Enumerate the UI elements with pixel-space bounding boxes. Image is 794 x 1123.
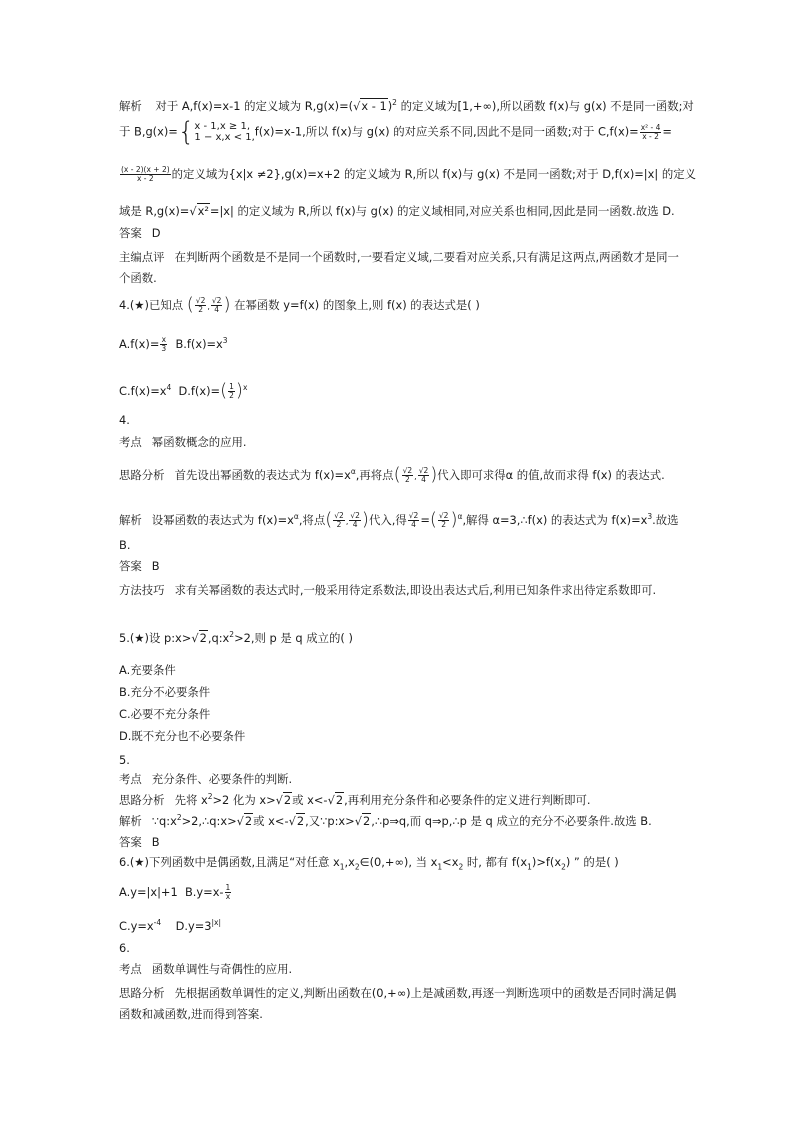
q4-silu: 思路分析 首先设出幂函数的表达式为 $f(x)=x^\alpha$,再将点( $\frac{√2}{2}$ , $\frac{√2}{4}$ )代入即可求得α 的值,故而求得 f(x) 的表达式. <box>119 464 665 485</box>
brace-icon: { <box>177 117 195 147</box>
p3-comment: 主编点评 在判断两个函数是不是同一个函数时,一要看定义域,二要看对应关系,只有满足这两点,两函数才是同一个函数. <box>119 250 679 285</box>
fraction: $\frac{(x - 2)(x + 2)}{x - 2}$ <box>121 165 170 183</box>
option-a: A.y=|x|+1 <box>119 884 178 899</box>
q6-options-cd: $C.y=x^{-4}$ $D.y=3^{|x|}$ <box>119 918 222 933</box>
kaodian-label: 考点 <box>119 435 142 449</box>
sqrt-expr: √x² <box>189 204 209 218</box>
q5-number: 5. <box>119 753 130 767</box>
q5-silu: 思路分析 先将 $x^2>2$ 化为 x>√2或 x<-√2,再利用充分条件和必要条件的定义进行判断即可. <box>119 792 591 807</box>
answer-label: 答案 <box>119 835 142 849</box>
q4-options-cd: $C.f(x)=x^4$ D.f(x)=( $\frac{1}{2}$ )$^x$ <box>119 380 248 401</box>
q5-jiexi: 解析 $\because q:x^2>2,\therefore q:x>√2$或 x<-√2,又∵p:x>√2,∴p⇒q,而 q⇒p,∴p 是 q 成立的充分不必要条件.故选 B. <box>119 813 652 828</box>
piecewise-cases: x - 1,x ≥ 1, 1 − x,x < 1, <box>194 120 255 143</box>
q6-silu: 思路分析 先根据函数单调性的定义,判断出函数在(0,+∞)上是减函数,再逐一判断选项中的函数是否同时满足偶函数和减函数,进而得到答案. <box>119 986 677 1021</box>
p3-jiexi-line4: 域是 R,g(x)=√x²=|x| 的定义域为 R,所以 f(x)与 g(x) 的定义域相同,对应关系也相同,因此是同一函数.故选 D. <box>119 204 675 218</box>
p3-text-a1c: 的定义域为[1,+∞),所以函数 f(x)与 g(x) 不是同一函数;对 <box>396 99 694 113</box>
q6-kaodian: 考点 函数单调性与奇偶性的应用. <box>119 962 293 976</box>
silu-label: 思路分析 <box>119 467 165 482</box>
q4-answer: 答案 B <box>119 559 160 573</box>
answer-label: 答案 <box>119 559 142 573</box>
option-d: D.f(x)= <box>178 383 221 398</box>
jiexi-label: 解析 <box>119 512 142 527</box>
option-b: B.y=x- <box>184 884 224 899</box>
q6-number: 6. <box>119 941 130 955</box>
q5-option-b: B.充分不必要条件 <box>119 685 211 699</box>
q5-option-c: C.必要不充分条件 <box>119 707 211 721</box>
p3-jiexi-line1: 解析 对于 A,f(x)=x-1 的定义域为 R,g(x)=(√x - 1)$^2$ 的定义域为[1,+∞),所以函数 f(x)与 g(x) 不是同一函数;对 <box>119 98 694 113</box>
option-a: A.f(x)= <box>119 336 160 351</box>
q5-option-d: D.既不充分也不必要条件 <box>119 729 246 743</box>
option-b: B.f(x)=x <box>175 336 223 351</box>
option-d: D.y=3 <box>175 918 212 933</box>
kaodian-label: 考点 <box>119 962 142 976</box>
q4-jiexi-tail: B. <box>119 538 131 552</box>
q4-options-ab: A.f(x)= $\frac{x}{3}$ $B.f(x)=x^3$ <box>119 335 228 353</box>
p3-jiexi-line3: $\frac{(x - 2)(x + 2)}{x - 2}$ 的定义域为{x|x ≠2},g(x)=x+2 的定义域为 R,所以 f(x)与 g(x) 不是同一函数;对于 D,f(x)=|x| 的定义 <box>121 165 697 183</box>
answer-label: 答案 <box>119 226 142 240</box>
p3-text-a1: 对于 A,f(x)=x-1 的定义域为 R,g(x)=( <box>155 99 354 113</box>
jiqiao-label: 方法技巧 <box>119 583 165 597</box>
q4-stem: 4.(★)已知点 ( $\frac{√2}{2}$ , $\frac{√2}{4}$ ) 在幂函数 y=f(x) 的图象上,则 f(x) 的表达式是( ) <box>119 294 480 315</box>
p3-jiexi-line2: 于 B,g(x)={ x - 1,x ≥ 1, 1 − x,x < 1, f(x)=x-1,所以 f(x)与 g(x) 的对应关系不同,因此不是同一函数;对于 C,f(x)= $\frac{\text{x² - 4}}{x - 2}$ = <box>119 117 672 147</box>
fraction: $\frac{\text{x² - 4}}{x - 2}$ <box>640 122 661 141</box>
q4-number: 4. <box>119 413 130 427</box>
silu-label: 思路分析 <box>119 986 165 1000</box>
q5-answer: 答案 B <box>119 835 160 849</box>
comment-label: 主编点评 <box>119 250 165 264</box>
kaodian-label: 考点 <box>119 772 142 786</box>
q4-kaodian: 考点 幂函数概念的应用. <box>119 435 247 449</box>
q5-option-a: A.充要条件 <box>119 663 176 677</box>
q5-stem: 5.(★)设 $p:x>√2,q:x^2>2$,则 p 是 q 成立的( ) <box>119 630 353 645</box>
option-c: C.y=x <box>119 918 154 933</box>
q6-stem: 6.(★)下列函数中是偶函数,且满足“对任意 $x_1,x_2\in(0,+\infty)$, 当 $x_1<x_2$ 时, 都有 $f(x_1)>f(x_2)$ ” 的是( ) <box>119 855 619 872</box>
q5-kaodian: 考点 充分条件、必要条件的判断. <box>119 772 293 786</box>
q4-jiqiao: 方法技巧 求有关幂函数的表达式时,一般采用待定系数法,即设出表达式后,利用已知条件求出待定系数即可. <box>119 583 657 597</box>
q4-jiexi: 解析 设幂函数的表达式为 $f(x)=x^\alpha$,将点( $\frac{√2}{2}$ , $\frac{√2}{4}$ )代入,得 $\frac{√2}{4}$ =( $\frac{√2}{2}$ )$^\alpha$,解得 α=3,∴f(x) 的表达式为 $f(x)=x^3$.故选 <box>119 509 679 530</box>
p3-answer: 答案 D <box>119 226 161 240</box>
q6-options-ab: A.y=|x|+1 B.y=x- $\frac{1}{x}$ <box>119 883 231 901</box>
jiexi-label: 解析 <box>119 814 142 828</box>
jiexi-label: 解析 <box>119 99 142 113</box>
option-c: C.f(x)=x <box>119 383 167 398</box>
silu-label: 思路分析 <box>119 793 165 807</box>
sqrt-expr: √x - 1 <box>353 99 387 113</box>
